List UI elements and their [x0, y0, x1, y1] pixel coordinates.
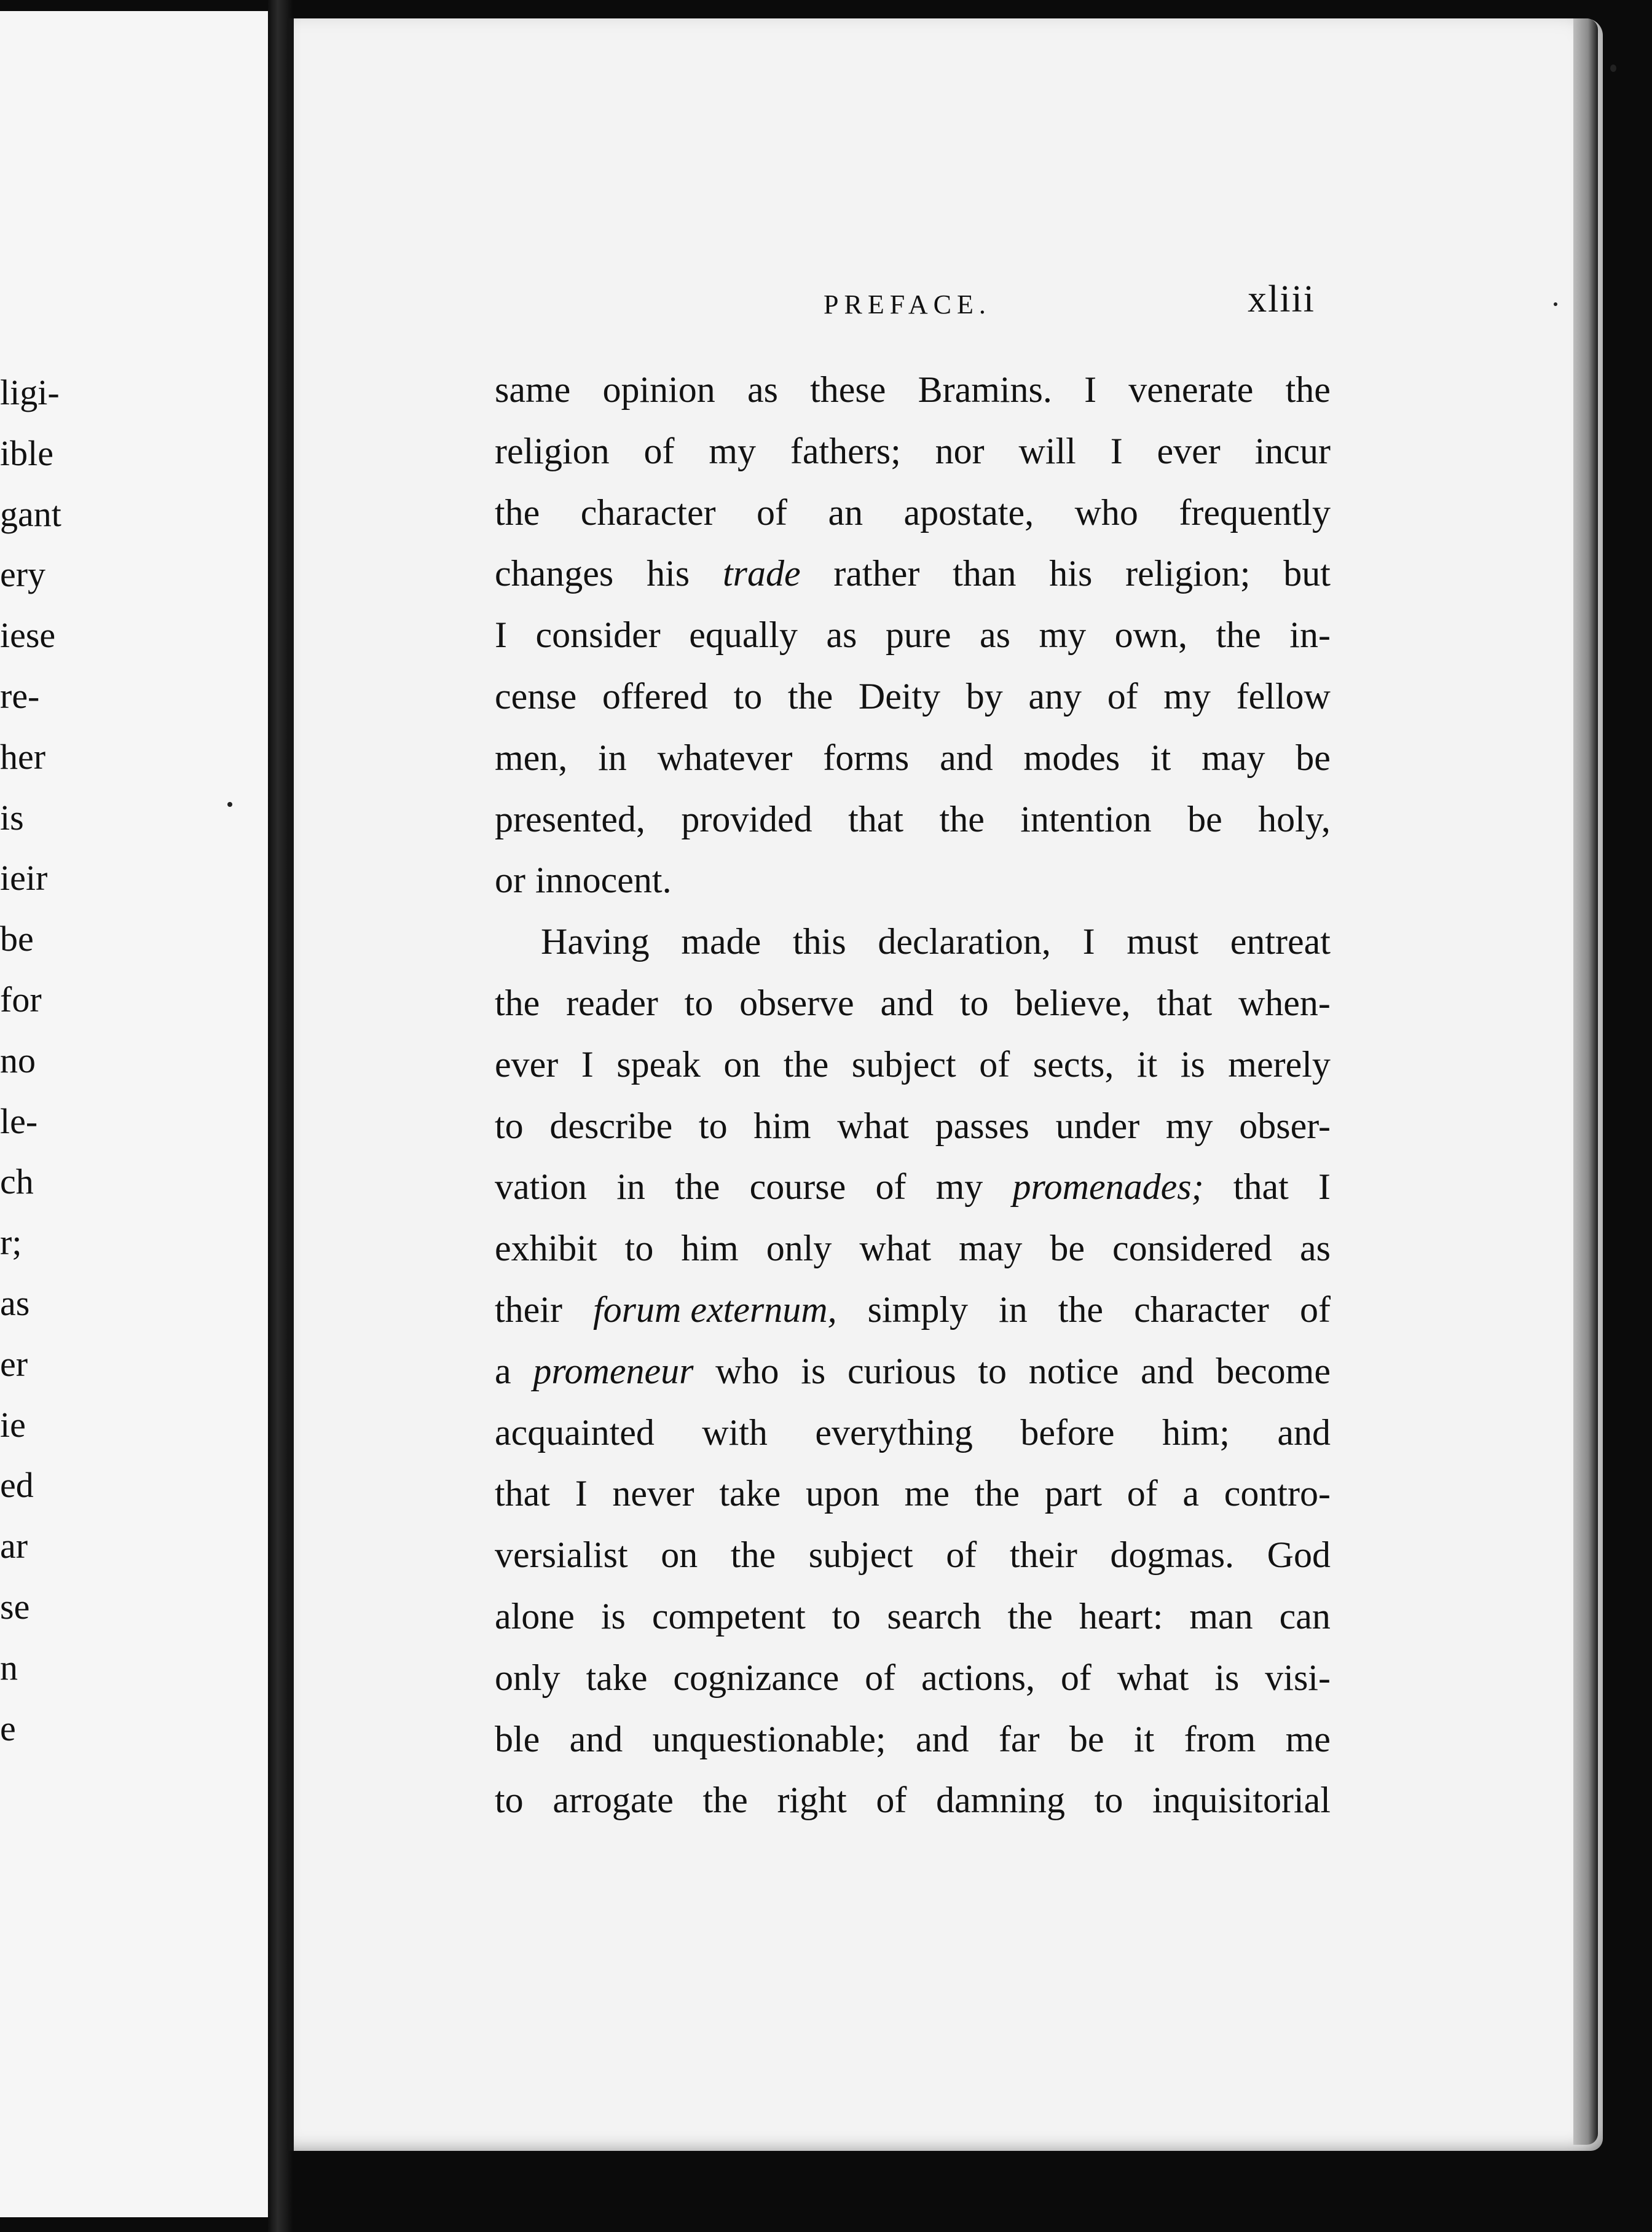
word: Having: [541, 921, 650, 962]
word: become: [1216, 1350, 1331, 1391]
word: be: [1069, 1718, 1104, 1759]
word: innocent.: [535, 860, 672, 901]
previous-page-line-end: her: [0, 736, 46, 777]
word: course: [749, 1166, 846, 1208]
italic-word: promenades;: [1012, 1166, 1204, 1208]
text-line: [495, 1525, 1331, 1586]
text-line: [495, 482, 1331, 544]
word: describe: [549, 1105, 673, 1146]
text-line: [495, 1770, 1331, 1831]
word: his: [647, 553, 690, 594]
text-line: [495, 666, 1331, 728]
word: with: [702, 1412, 768, 1453]
word: my: [1163, 675, 1211, 717]
previous-page-line-end: ch: [0, 1161, 34, 1202]
word: may: [1202, 737, 1265, 778]
word: obser-: [1239, 1105, 1331, 1146]
word: forms: [823, 737, 910, 778]
text-line: [495, 1279, 1331, 1341]
word: of: [643, 430, 675, 471]
word: merely: [1228, 1043, 1331, 1085]
previous-page-line-end: le-: [0, 1101, 38, 1141]
word: heart:: [1079, 1595, 1163, 1637]
word: right: [777, 1780, 847, 1821]
word: subject: [851, 1043, 956, 1085]
previous-page-line-ends: [0, 363, 268, 1759]
italic-word: promeneur: [533, 1350, 694, 1391]
word: own,: [1114, 615, 1187, 656]
word: that: [495, 1473, 550, 1514]
word: and: [940, 737, 993, 778]
previous-page-line-end: gant: [0, 493, 61, 534]
text-line: [495, 1402, 1331, 1464]
previous-page-line-end: ar: [0, 1526, 28, 1566]
word: I: [1110, 430, 1123, 471]
word: is: [801, 1350, 826, 1391]
word: under: [1055, 1105, 1140, 1146]
word: it: [1136, 1043, 1158, 1085]
text-line: [495, 421, 1331, 482]
word: alone: [495, 1595, 575, 1637]
dust-speck: [227, 802, 232, 807]
word: ever: [495, 1043, 559, 1085]
previous-page-line-end: is: [0, 797, 24, 838]
word: him;: [1162, 1412, 1230, 1453]
word: Deity: [858, 675, 941, 717]
text-line: [495, 1034, 1331, 1096]
text-line: [495, 605, 1331, 666]
word: than: [953, 553, 1017, 594]
previous-page-line-end: for: [0, 979, 42, 1020]
word: competent: [651, 1595, 806, 1637]
word: frequently: [1179, 492, 1331, 533]
word: of: [1299, 1289, 1331, 1330]
text-line: [495, 1218, 1331, 1279]
word: believe,: [1015, 982, 1131, 1023]
word: will: [1018, 430, 1076, 471]
previous-page-line-end: no: [0, 1040, 36, 1080]
word: changes: [495, 553, 614, 594]
word: fellow: [1236, 675, 1331, 717]
word: what: [859, 1228, 932, 1269]
word: to: [684, 982, 714, 1023]
word: presented,: [495, 798, 645, 839]
word: as: [826, 615, 857, 656]
word: Bramins.: [918, 369, 1052, 410]
word: the: [495, 492, 540, 533]
word: a: [495, 1350, 511, 1391]
word: notice: [1028, 1350, 1119, 1391]
word: I: [495, 615, 507, 656]
word: of: [979, 1043, 1010, 1085]
word: part: [1044, 1473, 1102, 1514]
word: my: [709, 430, 756, 471]
word: by: [966, 675, 1003, 717]
word: dogmas.: [1110, 1534, 1235, 1576]
word: his: [1049, 553, 1093, 594]
word: and: [915, 1718, 969, 1759]
word: versialist: [495, 1534, 628, 1576]
word: in: [598, 737, 627, 778]
word: him: [753, 1105, 811, 1146]
word: God: [1267, 1534, 1331, 1576]
word: intention: [1020, 798, 1152, 839]
word: religion: [495, 430, 610, 471]
word: I: [1082, 921, 1095, 962]
previous-page-line-end: ed: [0, 1465, 34, 1506]
word: observe: [739, 982, 854, 1023]
word: religion;: [1125, 553, 1251, 594]
word: whatever: [657, 737, 793, 778]
word: be: [1296, 737, 1331, 778]
word: offered: [602, 675, 708, 717]
word: any: [1028, 675, 1082, 717]
word: contro-: [1224, 1473, 1331, 1514]
word: and: [1141, 1350, 1194, 1391]
word: of: [757, 492, 787, 533]
word: that: [1157, 982, 1213, 1023]
word: man: [1189, 1595, 1253, 1637]
paragraph: [495, 360, 1331, 911]
word: never: [612, 1473, 694, 1514]
text-line: [495, 1648, 1331, 1709]
word: reader: [566, 982, 658, 1023]
word: take: [719, 1473, 781, 1514]
word: opinion: [602, 369, 715, 410]
word: made: [681, 921, 761, 962]
word: on: [723, 1043, 761, 1085]
text-line: [495, 1586, 1331, 1648]
previous-page-line-end: ieir: [0, 858, 48, 898]
text-line: [495, 1096, 1331, 1157]
body-text: [495, 360, 1331, 1831]
word: and: [569, 1718, 623, 1759]
word: I: [575, 1473, 588, 1514]
word: incur: [1254, 430, 1331, 471]
word: visi-: [1265, 1657, 1331, 1698]
text-line: [495, 1709, 1331, 1770]
word: of: [865, 1657, 896, 1698]
word: this: [792, 921, 846, 962]
previous-page-line-end: r;: [0, 1222, 22, 1263]
word: take: [586, 1657, 648, 1698]
previous-page-line-end: re-: [0, 675, 40, 716]
word: as: [747, 369, 778, 410]
word: same: [495, 369, 571, 410]
word: upon: [805, 1473, 879, 1514]
word: who: [715, 1350, 779, 1391]
word: search: [887, 1595, 981, 1637]
word: of: [1060, 1657, 1092, 1698]
page-number: xliii: [1248, 278, 1315, 320]
previous-page-line-end: iese: [0, 615, 56, 656]
word: their: [1009, 1534, 1077, 1576]
word: or: [495, 860, 525, 901]
word: fathers;: [790, 430, 901, 471]
previous-page-line-end: as: [0, 1283, 30, 1323]
word: as: [979, 615, 1010, 656]
text-line: [495, 850, 1331, 911]
text-line: [495, 1463, 1331, 1525]
previous-page-line-end: e: [0, 1708, 16, 1748]
word: to: [733, 675, 763, 717]
word: and: [1277, 1412, 1331, 1453]
word: of: [946, 1534, 977, 1576]
dust-speck: [1610, 65, 1616, 72]
previous-page-line-end: ligi-: [0, 372, 60, 412]
word: pure: [885, 615, 951, 656]
word: character: [580, 492, 716, 533]
text-line: [495, 360, 1331, 421]
word: the: [783, 1043, 829, 1085]
word: equally: [689, 615, 798, 656]
word: sects,: [1032, 1043, 1114, 1085]
word: holy,: [1258, 798, 1331, 839]
previous-page-fragment: [0, 11, 272, 2217]
word: unquestionable;: [652, 1718, 886, 1759]
word: acquainted: [495, 1412, 655, 1453]
word: to: [1094, 1780, 1123, 1821]
word: and: [880, 982, 934, 1023]
word: to: [698, 1105, 728, 1146]
word: of: [876, 1780, 907, 1821]
word: the: [702, 1780, 748, 1821]
word: ble: [495, 1718, 540, 1759]
word: far: [998, 1718, 1040, 1759]
word: ever: [1157, 430, 1221, 471]
word: exhibit: [495, 1228, 597, 1269]
paragraph: [495, 911, 1331, 1831]
word: I: [581, 1043, 594, 1085]
word: rather: [833, 553, 920, 594]
word: my: [1039, 615, 1087, 656]
word: to: [495, 1105, 524, 1146]
word: be: [1187, 798, 1222, 839]
word: these: [810, 369, 886, 410]
word: the: [730, 1534, 776, 1576]
text-line: [495, 728, 1331, 789]
text-line: [495, 911, 1331, 973]
word: the: [974, 1473, 1020, 1514]
previous-page-line-end: n: [0, 1647, 18, 1688]
word: before: [1020, 1412, 1115, 1453]
word: what: [837, 1105, 909, 1146]
word: speak: [616, 1043, 701, 1085]
word: cense: [495, 675, 577, 717]
word: but: [1283, 553, 1331, 594]
word: is: [1180, 1043, 1205, 1085]
word: that: [1233, 1166, 1289, 1208]
word: me: [1285, 1718, 1331, 1759]
word: damning: [936, 1780, 1066, 1821]
word: my: [935, 1166, 983, 1208]
word: I: [1318, 1166, 1331, 1208]
word: what: [1117, 1657, 1189, 1698]
word: curious: [847, 1350, 956, 1391]
word: considered: [1112, 1228, 1272, 1269]
word: declaration,: [878, 921, 1051, 962]
word: I: [1084, 369, 1097, 410]
word: of: [1107, 675, 1138, 717]
word: it: [1133, 1718, 1155, 1759]
word: character: [1134, 1289, 1269, 1330]
previous-page-line-end: ible: [0, 433, 53, 473]
word: their: [495, 1289, 562, 1330]
word: of: [875, 1166, 907, 1208]
previous-page-line-end: er: [0, 1343, 28, 1384]
italic-word: trade: [722, 553, 801, 594]
running-title: PREFACE.: [824, 289, 991, 320]
word: to: [959, 982, 989, 1023]
word: subject: [808, 1534, 913, 1576]
text-line: [495, 543, 1331, 605]
word: only: [495, 1657, 560, 1698]
word: be: [1050, 1228, 1085, 1269]
word: the: [787, 675, 833, 717]
word: when-: [1238, 982, 1331, 1023]
previous-page-line-end: se: [0, 1586, 30, 1627]
word: everything: [815, 1412, 973, 1453]
word: of: [1127, 1473, 1158, 1514]
word: the: [675, 1166, 720, 1208]
word: provided: [681, 798, 812, 839]
text-line: [495, 1341, 1331, 1402]
word: my: [1165, 1105, 1213, 1146]
word: can: [1279, 1595, 1331, 1637]
word: the: [939, 798, 985, 839]
word: may: [959, 1228, 1023, 1269]
word: to: [832, 1595, 861, 1637]
word: passes: [935, 1105, 1029, 1146]
word: on: [661, 1534, 698, 1576]
word: is: [600, 1595, 626, 1637]
word: him: [681, 1228, 739, 1269]
word: apostate,: [903, 492, 1034, 533]
word: the: [495, 982, 540, 1023]
word: that: [848, 798, 904, 839]
word: the: [1058, 1289, 1104, 1330]
word: nor: [935, 430, 985, 471]
word: inquisitorial: [1152, 1780, 1331, 1821]
word: to: [624, 1228, 654, 1269]
word: venerate: [1128, 369, 1254, 410]
word: me: [904, 1473, 950, 1514]
word: actions,: [921, 1657, 1035, 1698]
word: in: [616, 1166, 645, 1208]
italic-word: forum externum,: [593, 1289, 837, 1330]
word: cognizance: [673, 1657, 840, 1698]
running-head: [824, 278, 1315, 327]
word: the: [1007, 1595, 1053, 1637]
word: in-: [1289, 615, 1331, 656]
word: modes: [1023, 737, 1120, 778]
word: it: [1150, 737, 1171, 778]
previous-page-line-end: ie: [0, 1404, 26, 1445]
word: who: [1074, 492, 1138, 533]
word: vation: [495, 1166, 587, 1208]
word: to: [978, 1350, 1007, 1391]
word: simply: [867, 1289, 968, 1330]
word: is: [1214, 1657, 1240, 1698]
text-line: [495, 973, 1331, 1034]
dust-speck: [1554, 302, 1557, 306]
previous-page-line-end: be: [0, 919, 34, 959]
word: a: [1182, 1473, 1200, 1514]
word: to: [495, 1780, 524, 1821]
previous-page-line-end: ery: [0, 554, 46, 595]
word: from: [1184, 1718, 1256, 1759]
word: the: [1216, 615, 1261, 656]
word: consider: [535, 615, 661, 656]
word: as: [1299, 1228, 1331, 1269]
word: in: [999, 1289, 1028, 1330]
page-fore-edge: [1573, 18, 1598, 2145]
word: the: [1285, 369, 1331, 410]
word: men,: [495, 737, 568, 778]
word: entreat: [1230, 921, 1331, 962]
word: only: [766, 1228, 832, 1269]
word: arrogate: [553, 1780, 674, 1821]
text-line: [495, 1157, 1331, 1218]
text-line: [495, 789, 1331, 851]
word: an: [828, 492, 863, 533]
word: must: [1127, 921, 1198, 962]
